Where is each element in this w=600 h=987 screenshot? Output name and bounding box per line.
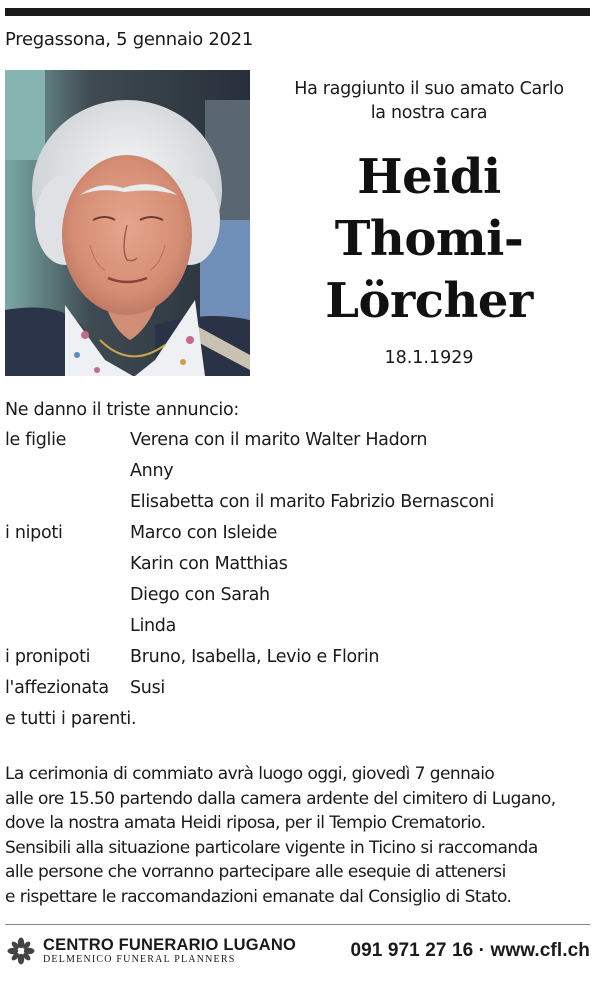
portrait-image	[5, 70, 250, 376]
family-members: Marco con Isleide	[130, 523, 278, 543]
ceremony-line: La cerimonia di commiato avrà luogo oggi, giovedì 7 gennaio	[5, 764, 495, 784]
family-members: Karin con Matthias	[130, 554, 288, 574]
family-role: le figlie	[5, 430, 67, 450]
family-members: Elisabetta con il marito Fabrizio Bernasconi	[130, 492, 495, 512]
family-members: Diego con Sarah	[130, 585, 270, 605]
family-role: i pronipoti	[5, 647, 91, 667]
family-row	[5, 642, 595, 673]
ceremony-line: dove la nostra amata Heidi riposa, per il Tempio Crematorio.	[5, 813, 486, 834]
deceased-name	[268, 146, 590, 332]
ceremony-line: e rispettare le raccomandazioni emanate dal Consiglio di Stato.	[5, 886, 512, 907]
ceremony-line: Sensibili alla situazione particolare vigente in Ticino si raccomanda	[5, 837, 538, 858]
top-rule	[5, 8, 590, 16]
cross-flower-icon	[7, 937, 35, 965]
family-role: i nipoti	[5, 523, 63, 543]
family-members: Bruno, Isabella, Levio e Florin	[130, 647, 380, 667]
name-line: Lörcher	[325, 273, 533, 329]
brand-name: CENTRO FUNERARIO LUGANO	[43, 935, 297, 954]
family-members	[136, 704, 595, 735]
family-role	[5, 456, 130, 487]
family-list	[5, 425, 595, 735]
ceremony-line: alle persone che vorranno partecipare alle esequie di attenersi	[5, 862, 506, 883]
family-role	[5, 580, 130, 611]
ceremony-text	[5, 762, 595, 910]
family-row	[5, 673, 595, 704]
family-row	[5, 704, 595, 735]
footer-rule	[5, 924, 590, 925]
family-role	[5, 611, 130, 642]
name-line: Heidi	[357, 149, 501, 205]
place-date: Pregassona, 5 gennaio 2021	[5, 29, 253, 50]
family-row	[5, 487, 595, 518]
ceremony-line: alle ore 15.50 partendo dalla camera ardente del cimitero di Lugano,	[5, 788, 556, 809]
family-role	[5, 549, 130, 580]
family-members: Verena con il marito Walter Hadorn	[130, 430, 428, 450]
family-row	[5, 549, 595, 580]
brand-subtitle: DELMENICO FUNERAL PLANNERS	[43, 954, 236, 966]
family-row	[5, 456, 595, 487]
family-members: Susi	[130, 678, 165, 698]
funeral-home-footer	[5, 932, 590, 970]
intro-line: Ha raggiunto il suo amato Carlo	[294, 79, 564, 99]
funeral-home-brand	[43, 937, 296, 966]
portrait-photo	[5, 70, 250, 376]
name-line: Thomi-	[334, 211, 524, 267]
intro-line: la nostra cara	[370, 103, 488, 123]
family-role: e tutti i parenti.	[5, 709, 137, 729]
birth-date: 18.1.1929	[384, 348, 474, 368]
family-row	[5, 580, 595, 611]
family-members: Anny	[130, 461, 174, 481]
family-row	[5, 611, 595, 642]
family-role	[5, 487, 130, 518]
intro-text	[268, 77, 590, 125]
family-row	[5, 425, 595, 456]
family-row	[5, 518, 595, 549]
announcement-heading: Ne danno il triste annuncio:	[5, 400, 239, 420]
contact-info: 091 971 27 16 · www.cfl.ch	[350, 940, 590, 961]
family-role: l'affezionata	[5, 678, 109, 698]
family-members: Linda	[130, 616, 177, 636]
